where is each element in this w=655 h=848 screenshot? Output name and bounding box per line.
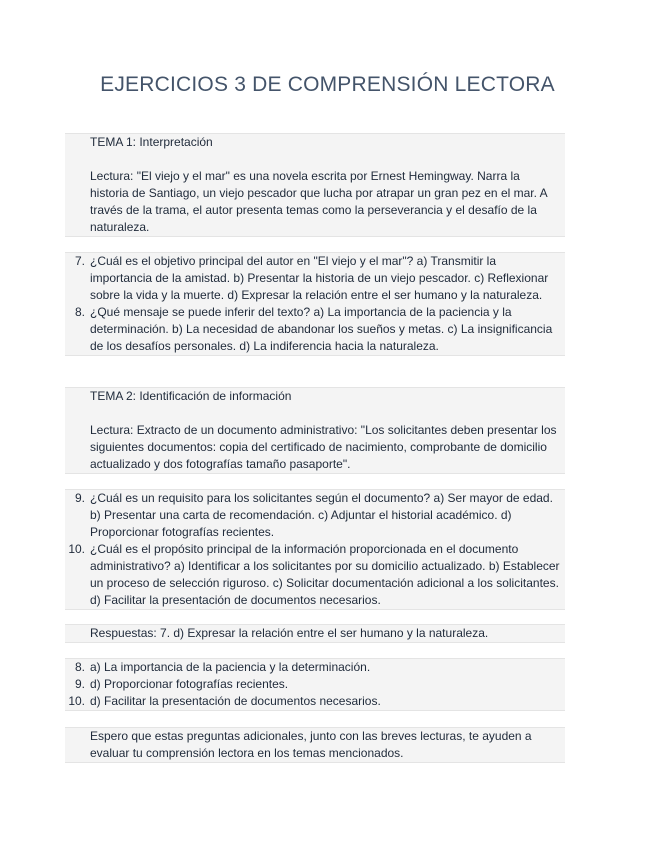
tema1-section (65, 133, 565, 237)
question-number: 10. (68, 542, 85, 556)
tema1-heading: TEMA 1: Interpretación (90, 135, 213, 149)
list-item (65, 541, 565, 609)
question-number: 7. (74, 254, 85, 268)
question-text: ¿Cuál es el objetivo principal del autor en "El viejo y el mar"? a) Transmitir la importancia de la amistad. b) Presentar la historia de un viejo pescador. c) Reflexionar sobre la vida y la muerte. d) Expresar la relación entre el ser humano y la naturaleza. (90, 254, 549, 302)
closing-section (65, 727, 565, 763)
question-number: 9. (74, 491, 85, 505)
answer-number: 8. (74, 660, 85, 674)
page-title: EJERCICIOS 3 DE COMPRENSIÓN LECTORA (100, 73, 555, 96)
answer-text: d) Facilitar la presentación de documentos necesarios. (90, 694, 381, 708)
question-text: ¿Qué mensaje se puede inferir del texto? a) La importancia de la paciencia y la determinación. b) La necesidad de abandonar los sueños y metas. c) La insignificancia de los desafíos personales. d) La indiferencia hacia la naturaleza. (90, 305, 553, 353)
question-text: ¿Cuál es el propósito principal de la información proporcionada en el documento administrativo? a) Identificar a los solicitantes por su domicilio actualizado. b) Establecer un proceso de selección riguroso. c) Solicitar documentación adicional a los solicitantes. d) Facilitar la presentación de documentos necesarios. (90, 542, 560, 607)
list-item (65, 253, 565, 304)
answer-text: d) Proporcionar fotografías recientes. (90, 677, 289, 691)
list-item (65, 676, 565, 693)
tema2-section (65, 387, 565, 474)
closing-text: Espero que estas preguntas adicionales, junto con las breves lecturas, te ayuden a evaluar tu comprensión lectora en los temas mencionados. (90, 729, 532, 760)
answer-number: 10. (68, 694, 85, 708)
answers-header-section (65, 624, 565, 643)
list-item (65, 659, 565, 676)
answer-number: 9. (74, 677, 85, 691)
tema2-heading: TEMA 2: Identificación de información (90, 389, 292, 403)
answers-section (65, 658, 565, 711)
question-number: 8. (74, 305, 85, 319)
tema1-lectura: Lectura: "El viejo y el mar" es una novela escrita por Ernest Hemingway. Narra la historia de Santiago, un viejo pescador que lucha por atrapar un gran pez en el mar. A través de la trama, el autor presenta temas como la perseverancia y el desafío de la naturaleza. (90, 169, 547, 234)
tema2-lectura: Lectura: Extracto de un documento administrativo: "Los solicitantes deben presentar los siguientes documentos: copia del certificado de nacimiento, comprobante de domicilio actualizado y dos fotografías tamaño pasaporte". (90, 423, 557, 471)
question-text: ¿Cuál es un requisito para los solicitantes según el documento? a) Ser mayor de edad. b) Presentar una carta de recomendación. c) Adjuntar el historial académico. d) Proporcionar fotografías recientes. (90, 491, 553, 539)
list-item (65, 490, 565, 541)
questions1-section (65, 252, 565, 356)
answer-text: a) La importancia de la paciencia y la determinación. (90, 660, 371, 674)
answers-header: Respuestas: 7. d) Expresar la relación entre el ser humano y la naturaleza. (90, 626, 489, 640)
list-item (65, 693, 565, 710)
list-item (65, 304, 565, 355)
questions2-section (65, 489, 565, 610)
